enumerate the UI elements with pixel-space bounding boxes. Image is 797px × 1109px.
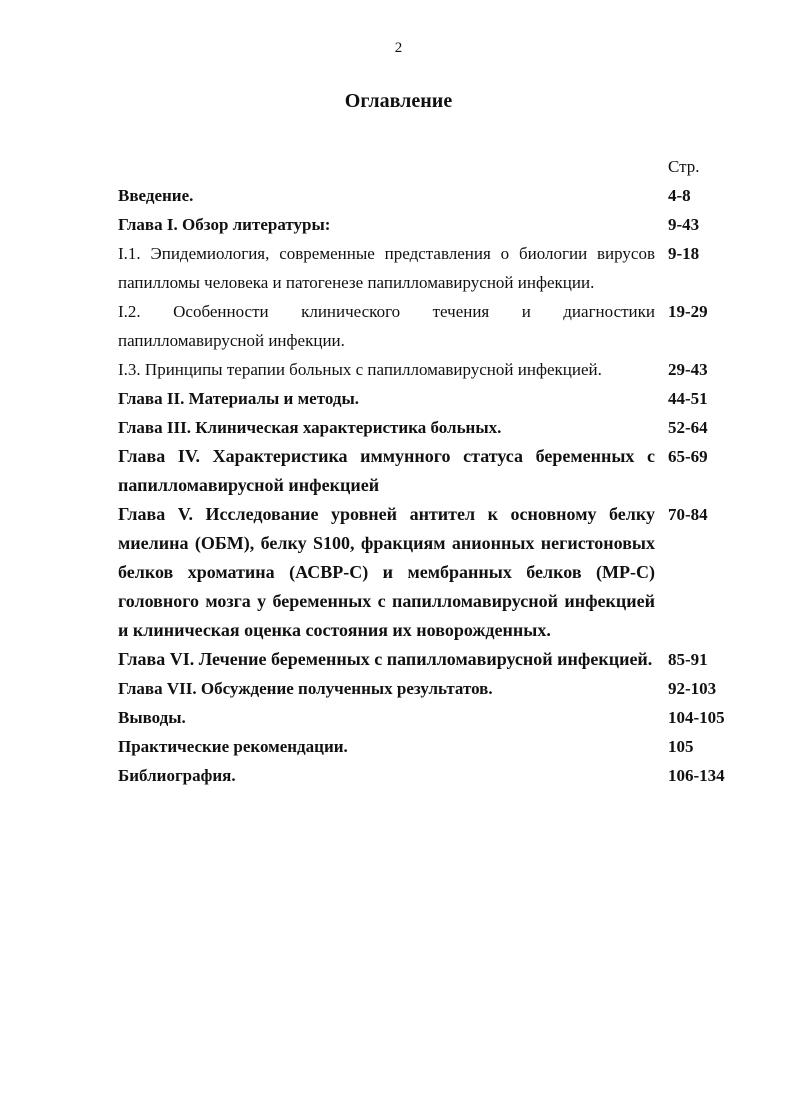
- toc-entry-pages: 44-51: [668, 389, 708, 408]
- toc-entry-chapter-7[interactable]: [118, 674, 733, 703]
- toc-entry-pages: 106-134: [668, 766, 725, 785]
- toc-entry-text: Глава I. Обзор литературы:: [118, 215, 331, 234]
- toc-entry-pages: 85-91: [668, 650, 708, 669]
- toc-entry-text: Выводы.: [118, 708, 186, 727]
- toc-entry-pages: 65-69: [668, 447, 708, 466]
- toc-entry-chapter-2[interactable]: [118, 384, 733, 413]
- page-number: 2: [394, 40, 403, 56]
- toc-entry-pages: 9-43: [668, 215, 700, 234]
- toc-entry-pages: 105: [668, 737, 694, 756]
- toc-entry-text: Глава IV. Характеристика иммунного статуса беременных с папилломавирусной инфекцией: [118, 446, 655, 495]
- toc-entry-pages: 70-84: [668, 505, 708, 524]
- toc-entry-text: Практические рекомендации.: [118, 737, 348, 756]
- toc-entry-pages: 52-64: [668, 418, 708, 437]
- toc-entry-text: Глава VI. Лечение беременных с папилломавирусной инфекцией.: [118, 649, 653, 669]
- toc-entry-section-1-3[interactable]: [118, 355, 733, 384]
- toc-entry-text: Библиография.: [118, 766, 236, 785]
- table-of-contents: [118, 152, 733, 790]
- toc-entry-introduction[interactable]: [118, 181, 733, 210]
- toc-entry-section-1-2[interactable]: [118, 297, 733, 355]
- toc-entry-text: Глава VII. Обсуждение полученных результатов.: [118, 679, 493, 698]
- toc-entry-text: I.1. Эпидемиология, современные представления о биологии вирусов папилломы человека и патогенезе папилломавирусной инфекции.: [118, 244, 655, 292]
- toc-entry-chapter-6[interactable]: [118, 645, 733, 674]
- toc-entry-text: I.2. Особенности клинического течения и диагностики папилломавирусной инфекции.: [118, 302, 655, 350]
- toc-entry-conclusions[interactable]: [118, 703, 733, 732]
- toc-entry-text: Введение.: [118, 186, 194, 205]
- pages-column-header: Стр.: [668, 157, 700, 176]
- toc-entry-pages: 19-29: [668, 302, 708, 321]
- toc-entry-chapter-4[interactable]: [118, 442, 733, 500]
- toc-entry-recommendations[interactable]: [118, 732, 733, 761]
- toc-entry-pages: 29-43: [668, 360, 708, 379]
- toc-entry-chapter-1[interactable]: [118, 210, 733, 239]
- toc-entry-text: I.3. Принципы терапии больных с папилломавирусной инфекцией.: [118, 360, 602, 379]
- toc-entry-pages: 104-105: [668, 708, 725, 727]
- toc-entry-pages: 92-103: [668, 679, 717, 698]
- toc-entry-pages: 4-8: [668, 186, 691, 205]
- toc-entry-text: Глава III. Клиническая характеристика больных.: [118, 418, 502, 437]
- toc-entry-text: Глава V. Исследование уровней антител к основному белку миелина (ОБМ), белку S100, фракциям анионных негистоновых белков хроматина (АСВР-С) и мембранных белков (МР-С) головного мозга у беременных с папилломавирусной инфекцией и клиническая оценка состояния их новорожденных.: [118, 504, 655, 640]
- toc-entry-section-1-1[interactable]: [118, 239, 733, 297]
- toc-entry-pages: 9-18: [668, 244, 700, 263]
- page-title: Оглавление: [344, 90, 453, 112]
- toc-entry-chapter-3[interactable]: [118, 413, 733, 442]
- toc-entry-chapter-5[interactable]: [118, 500, 733, 645]
- toc-entry-text: Глава II. Материалы и методы.: [118, 389, 359, 408]
- toc-entry-bibliography[interactable]: [118, 761, 733, 790]
